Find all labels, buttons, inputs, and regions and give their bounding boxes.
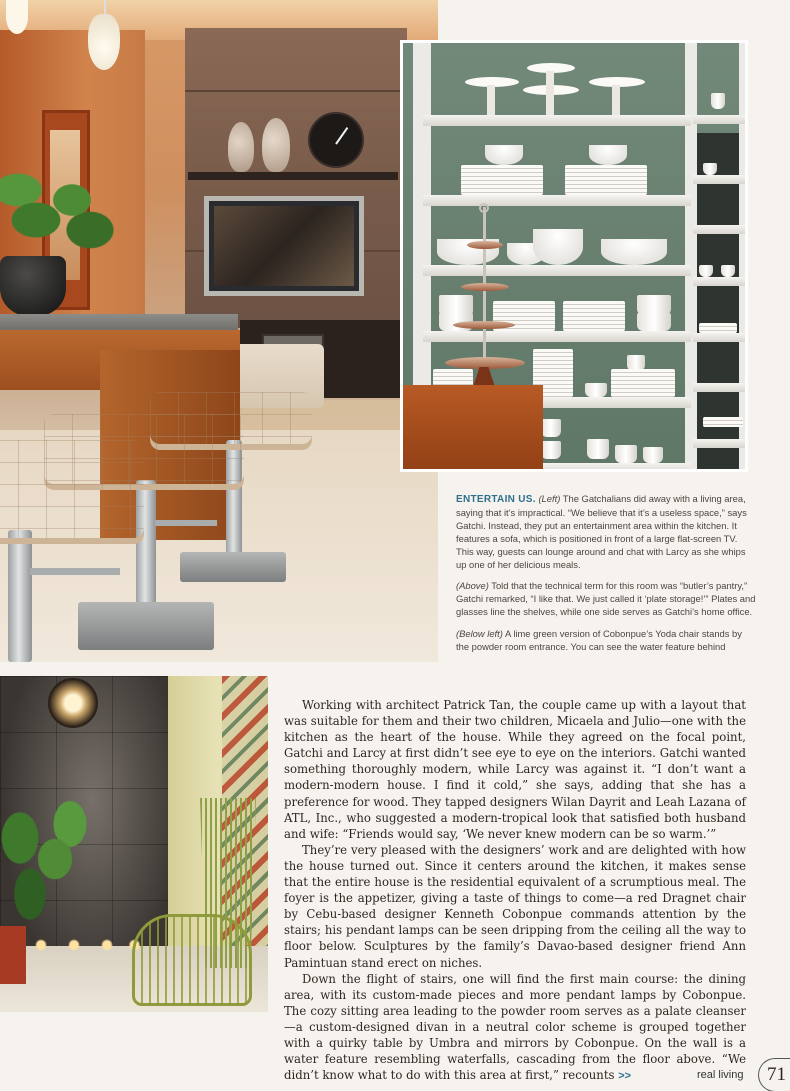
photo-kitchen-entertainment-area (0, 0, 438, 662)
article-body (284, 697, 746, 1084)
plate-stack (563, 301, 625, 331)
caption-text: Told that the technical term for this room was “butler’s pantry,” Gatchi remarked, “I like that. We just called it ‘plate storage!’” Plates and glasses line the shelves, while one side serves as Gatchi’s home office. (456, 580, 756, 618)
red-planter (0, 926, 26, 984)
article-paragraph-text: Down the flight of stairs, one will find the first main course: the dining area, with its custom-made pieces and more pendant lamps by Cobonpue. The cozy sitting area leading to the powder room serves as a palate cleanser—a custom-designed divan in a neutral color scheme is grouped together with a quirky table by Umbra and mirrors by Cobonpue. On the wall is a water feature resembling waterfalls, cascading from the floor above. “We didn’t know what to do with this area at first,” recounts (284, 971, 746, 1083)
shelf (423, 331, 691, 342)
shelf (693, 115, 745, 124)
shelf (693, 225, 745, 234)
article-paragraph: Working with architect Patrick Tan, the couple came up with a layout that was suitable for them and their two children, Micaela and Julio—one with the kitchen as the heart of the house. While they agreed on the focal point, Gatchi and Larcy at first didn’t see eye to eye on the interiors. Gatchi wanted something thoroughly modern, while Larcy was against it. “I don’t want a modern-modern house. I find it cold,” she says, adding that she has a preference for wood. They tapped designers Wilan Dayrit and Leah Lazana of ATL, Inc., who suggested a modern-tropical look that satisfied both husband and wife: “Friends would say, ‘We never knew modern can be so warm.’” (284, 698, 746, 841)
tiered-stand-tier (453, 321, 515, 329)
caption-direction: (Left) (538, 493, 561, 504)
cup (615, 445, 637, 463)
tv-screen (214, 206, 354, 286)
stool-footrest (30, 568, 120, 575)
floating-shelf (188, 172, 398, 180)
shelf (423, 115, 691, 126)
cup (541, 419, 561, 437)
potted-plant (0, 160, 120, 260)
bowl-stack (485, 145, 523, 165)
pendant-lamp (6, 0, 28, 34)
serving-bowl (601, 239, 667, 265)
article-paragraph: They’re very pleased with the designers’ work and are delighted with how the house turned out. Since it centers around the kitchen, it makes sense that the entire house is the residential equivalent of a scrumptious meal. The foyer is the appetizer, giving a taste of things to come—a red Dragnet chair by Cebu-based designer Kenneth Cobonpue commands attention by the stairs; his pendant lamps can be seen dripping from the ceiling all the way to floor below. Sculptures by the family’s Davao-based designer friend Ann Pamintuan stand erect on niches. (284, 842, 746, 970)
plate-stack (699, 323, 737, 333)
cup (703, 163, 717, 175)
shelf (693, 277, 745, 286)
stool-base (180, 552, 286, 582)
shelf (423, 265, 691, 276)
bowl (533, 229, 583, 265)
plate-stack (611, 369, 675, 397)
tiered-stand-tier (467, 241, 503, 249)
caption-paragraph (456, 493, 756, 571)
plate-stack (565, 165, 647, 195)
black-planter (0, 256, 66, 316)
shelf (693, 383, 745, 392)
caption-direction: (Above) (456, 580, 489, 592)
cake-stand-stem (487, 85, 495, 115)
cup (541, 441, 561, 459)
bar-stool-seat (0, 440, 144, 544)
caption-heading: ENTERTAIN US. (456, 494, 536, 505)
cup (643, 447, 663, 463)
cup (699, 265, 713, 277)
bowl-stack (589, 145, 627, 165)
caption-paragraph (456, 580, 756, 619)
shelf (693, 175, 745, 184)
cake-stand-stem (546, 71, 554, 115)
floor-uplights (30, 938, 140, 952)
shelf (693, 439, 745, 448)
glass-vase (262, 118, 290, 172)
plate-stack (461, 165, 543, 195)
wall-panel-seam (185, 90, 407, 92)
cup (587, 439, 609, 459)
caption-text: A lime green version of Cobonpue’s Yoda chair stands by the powder room entrance. You can see the water feature behind (456, 628, 742, 653)
cup (721, 265, 735, 277)
cup (585, 383, 607, 397)
cup (711, 93, 725, 109)
stool-base (78, 602, 214, 650)
shelf (423, 195, 691, 206)
shelf-frame (739, 43, 748, 472)
photo-butlers-pantry (400, 40, 748, 472)
yoda-chair (132, 914, 252, 1006)
potted-plant (0, 796, 90, 936)
page-number: 71 (758, 1058, 790, 1091)
article-paragraph (284, 971, 746, 1085)
glass-vase (228, 122, 254, 172)
tiered-stand-tier (461, 283, 509, 291)
mug (637, 313, 671, 331)
mug (637, 295, 671, 315)
cake-stand-stem (612, 85, 620, 115)
continued-arrow: >> (618, 1070, 632, 1083)
photo-powder-room-entrance (0, 676, 268, 1012)
pendant-lamp (88, 14, 120, 70)
magazine-name: real living (697, 1069, 744, 1081)
caption-text: The Gatchalians did away with a living area, saying that it’s impractical. “We believe that it’s a useless space,” says Gatchi. Instead, they put an entertainment area within the kitchen. It features a sofa, which is positioned in front of a large flat-screen TV. This way, guests can lounge around and chat with Larcy as she whips up one of her delicious meals. (456, 493, 747, 570)
photo-caption (456, 493, 756, 663)
shelf (693, 333, 745, 342)
stool-leg (8, 530, 32, 662)
tiered-stand-handle (479, 203, 489, 213)
plate-stack (703, 417, 743, 427)
caption-paragraph (456, 628, 756, 654)
caption-direction: (Below left) (456, 628, 503, 640)
pendant-lamp (48, 678, 98, 728)
wood-counter (403, 385, 543, 472)
stool-footrest (155, 520, 217, 526)
